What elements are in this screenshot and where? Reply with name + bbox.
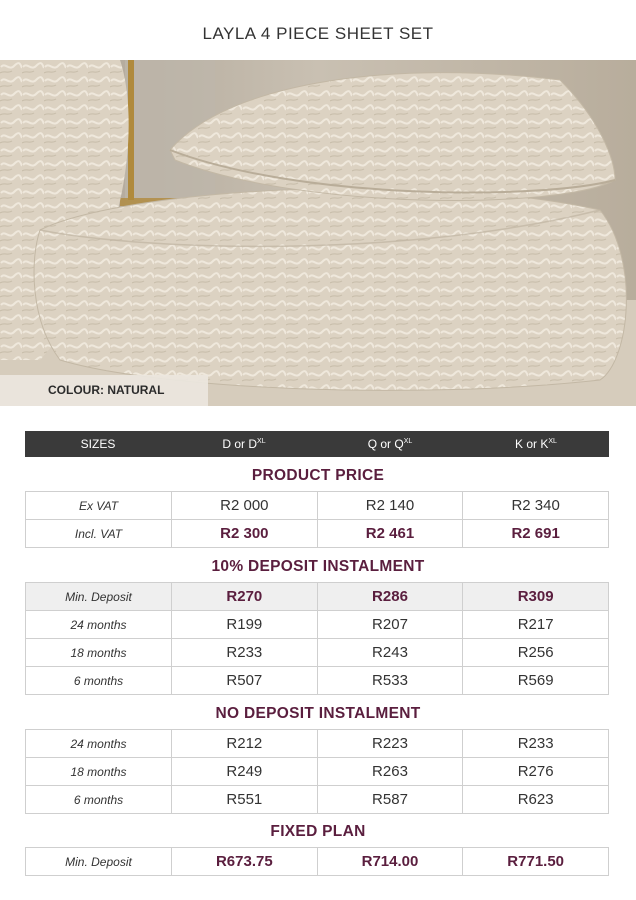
row-label: 24 months <box>26 730 172 758</box>
cell-d: R551 <box>172 786 318 814</box>
table-row <box>26 786 609 814</box>
cell-q: R263 <box>317 758 463 786</box>
cell-k: R2 691 <box>463 520 609 548</box>
table-row <box>26 848 609 876</box>
cell-d: R233 <box>172 639 318 667</box>
cell-q: R533 <box>317 667 463 695</box>
table-row <box>26 730 609 758</box>
cell-d: R507 <box>172 667 318 695</box>
product-photo <box>0 60 636 406</box>
cell-k: R217 <box>463 611 609 639</box>
table-row <box>26 583 609 611</box>
cell-d: R199 <box>172 611 318 639</box>
product-price-table <box>25 491 609 548</box>
cell-k: R233 <box>463 730 609 758</box>
header-col-d: D or $D^{XL}$ <box>222 437 266 451</box>
deposit-10-table <box>25 582 609 695</box>
cell-q: R223 <box>317 730 463 758</box>
row-label: Min. Deposit <box>26 848 172 876</box>
cell-q: R243 <box>317 639 463 667</box>
table-row <box>26 639 609 667</box>
row-label: 6 months <box>26 786 172 814</box>
table-row <box>26 667 609 695</box>
cell-q: R2 461 <box>317 520 463 548</box>
table-row <box>26 520 609 548</box>
cell-d: R270 <box>172 583 318 611</box>
table-header <box>25 431 609 457</box>
section-no-deposit: NO DEPOSIT INSTALMENT <box>215 705 421 722</box>
cell-q: R286 <box>317 583 463 611</box>
cell-k: R276 <box>463 758 609 786</box>
cell-k: R569 <box>463 667 609 695</box>
cell-k: R771.50 <box>463 848 609 876</box>
section-10-deposit: 10% DEPOSIT INSTALMENT <box>211 558 425 575</box>
cell-d: R2 300 <box>172 520 318 548</box>
cell-d: R2 000 <box>172 492 318 520</box>
cell-q: R207 <box>317 611 463 639</box>
cell-k: R256 <box>463 639 609 667</box>
header-col-k: K or $K^{XL}$ <box>515 437 557 451</box>
cell-q: R587 <box>317 786 463 814</box>
cell-d: R249 <box>172 758 318 786</box>
cell-k: R623 <box>463 786 609 814</box>
cell-q: R2 140 <box>317 492 463 520</box>
header-sizes: SIZES <box>80 437 116 451</box>
row-label: Incl. VAT <box>26 520 172 548</box>
row-label: 18 months <box>26 758 172 786</box>
row-label: 6 months <box>26 667 172 695</box>
cell-k: R2 340 <box>463 492 609 520</box>
row-label: Ex VAT <box>26 492 172 520</box>
row-label: 24 months <box>26 611 172 639</box>
colour-label: COLOUR: NATURAL <box>0 375 208 406</box>
table-row <box>26 758 609 786</box>
section-fixed-plan: FIXED PLAN <box>270 823 366 840</box>
page-title: LAYLA 4 PIECE SHEET SET <box>202 24 434 43</box>
table-row <box>26 492 609 520</box>
cell-k: R309 <box>463 583 609 611</box>
row-label: Min. Deposit <box>26 583 172 611</box>
cell-d: R212 <box>172 730 318 758</box>
section-product-price: PRODUCT PRICE <box>251 467 385 484</box>
row-label: 18 months <box>26 639 172 667</box>
cell-d: R673.75 <box>172 848 318 876</box>
header-col-q: Q or $Q^{XL}$ <box>367 437 413 451</box>
cell-q: R714.00 <box>317 848 463 876</box>
table-row <box>26 611 609 639</box>
fixed-plan-table <box>25 847 609 876</box>
no-deposit-table <box>25 729 609 814</box>
pillows-illustration <box>0 60 636 406</box>
